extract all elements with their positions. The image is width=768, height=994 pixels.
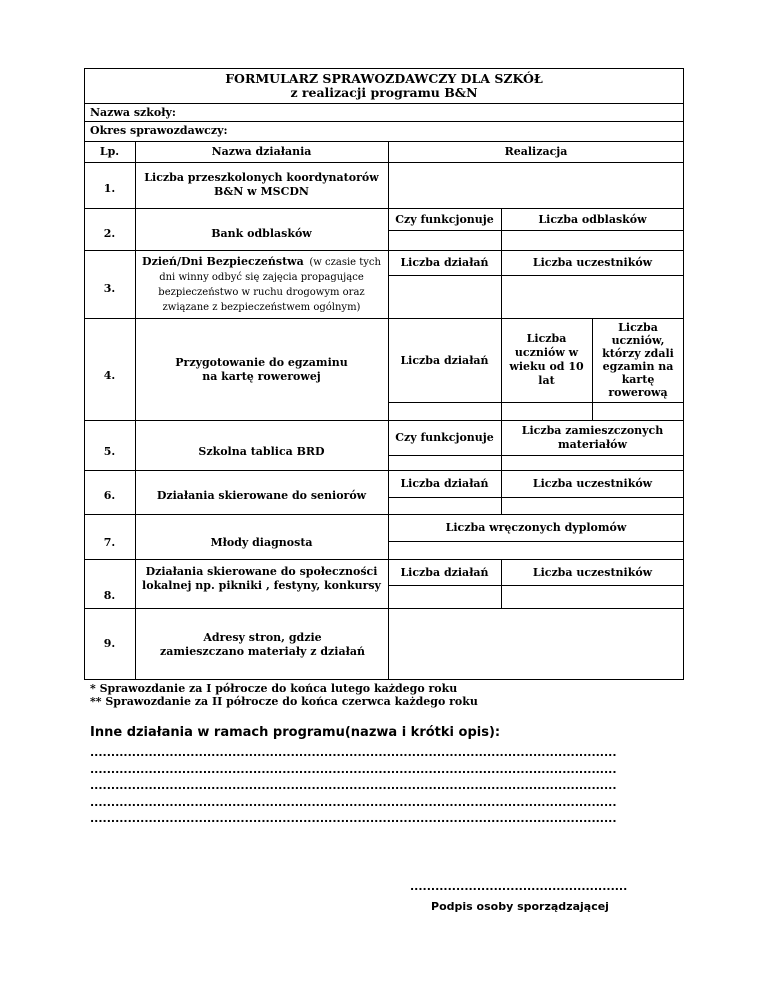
divider [84, 103, 684, 104]
reporting-period-label: Okres sprawozdawczy: [90, 124, 228, 137]
header-lp: Lp. [99, 145, 120, 158]
divider [388, 497, 684, 498]
action-name: Przygotowanie do egzaminu na kartę rowerowej [175, 356, 348, 383]
row-number: 2. [103, 226, 116, 240]
action-name: Działania skierowane do społeczności lokalnej np. pikniki , festyny, konkursy [142, 565, 381, 592]
dotted-line: .............................................................................................................................. [90, 746, 617, 759]
signature-label: Podpis osoby sporządzającej [431, 900, 609, 913]
row-number: 9. [103, 636, 116, 650]
form-title: FORMULARZ SPRAWOZDAWCZY DLA SZKÓŁ [225, 71, 543, 86]
col-label: Liczba uczestników [532, 565, 653, 579]
action-name-main: Dzień/Dni Bezpieczeństwa [142, 255, 304, 268]
col-label: Liczba zamieszczonych materiałów [521, 423, 664, 451]
row-number: 1. [103, 181, 116, 195]
school-name-label: Nazwa szkoły: [90, 106, 176, 119]
divider [592, 318, 593, 420]
col-label: Liczba działań [400, 256, 489, 269]
header-realization: Realizacja [504, 145, 568, 158]
divider [84, 608, 684, 609]
row-number: 6. [103, 488, 116, 502]
col-label: Liczba działań [400, 565, 489, 579]
action-name-detail: dni winny odbyć się zajęcia propagujące bezpieczeństwo w ruchu drogowym oraz związane z bezpieczeństwem ogólnym) [158, 272, 365, 313]
col-label: Liczba uczniów w wieku od 10 lat [509, 332, 584, 387]
row-number: 3. [103, 281, 116, 295]
col-label: Liczba działań [400, 353, 489, 367]
row-number: 5. [103, 444, 116, 458]
action-name: Adresy stron, gdzie zamieszczano materiały z działań [160, 631, 365, 658]
other-actions-heading: Inne działania w ramach programu(nazwa i krótki opis): [90, 725, 501, 740]
divider [501, 318, 502, 420]
col-label: Czy funkcjonuje [395, 212, 494, 226]
col-label: Liczba odblasków [538, 212, 647, 226]
row-number: 7. [103, 535, 116, 549]
dotted-line: .............................................................................................................................. [90, 779, 617, 792]
action-name: Działania skierowane do seniorów [156, 488, 367, 502]
header-action-name: Nazwa działania [211, 145, 312, 158]
divider [501, 420, 502, 470]
divider [388, 541, 684, 542]
divider [388, 230, 684, 231]
col-label: Czy funkcjonuje [395, 431, 494, 444]
divider [388, 455, 684, 456]
action-name: Młody diagnosta [210, 535, 313, 549]
divider [388, 585, 684, 586]
form-subtitle: z realizacji programu B&N [290, 85, 478, 100]
divider [388, 402, 684, 403]
divider [84, 121, 684, 122]
divider [388, 275, 684, 276]
dotted-line: .............................................................................................................................. [90, 762, 617, 776]
action-name: Szkolna tablica BRD [198, 444, 325, 458]
col-label: Liczba uczestników [532, 477, 653, 490]
col-label: Liczba uczniów, którzy zdali egzamin na kartę rowerową [602, 321, 674, 399]
col-label: Liczba wręczonych dyplomów [445, 521, 627, 534]
signature-line: .................................................... [410, 880, 628, 893]
dotted-line: .............................................................................................................................. [90, 812, 617, 825]
action-name: Bank odblasków [211, 226, 312, 240]
action-name [140, 254, 383, 316]
row-number: 8. [103, 588, 116, 602]
dotted-line: .............................................................................................................................. [90, 795, 617, 809]
footnote: * Sprawozdanie za I półrocze do końca lutego każdego roku [90, 682, 458, 695]
col-label: Liczba uczestników [532, 256, 653, 269]
col-label: Liczba działań [400, 477, 489, 490]
row-number: 4. [103, 368, 116, 382]
action-name: Liczba przeszkolonych koordynatorów B&N w MSCDN [144, 171, 379, 198]
other-actions-lines [90, 745, 676, 828]
footnote: ** Sprawozdanie za II półrocze do końca czerwca każdego roku [90, 695, 478, 708]
action-name-note: (w czasie tych [309, 257, 381, 268]
